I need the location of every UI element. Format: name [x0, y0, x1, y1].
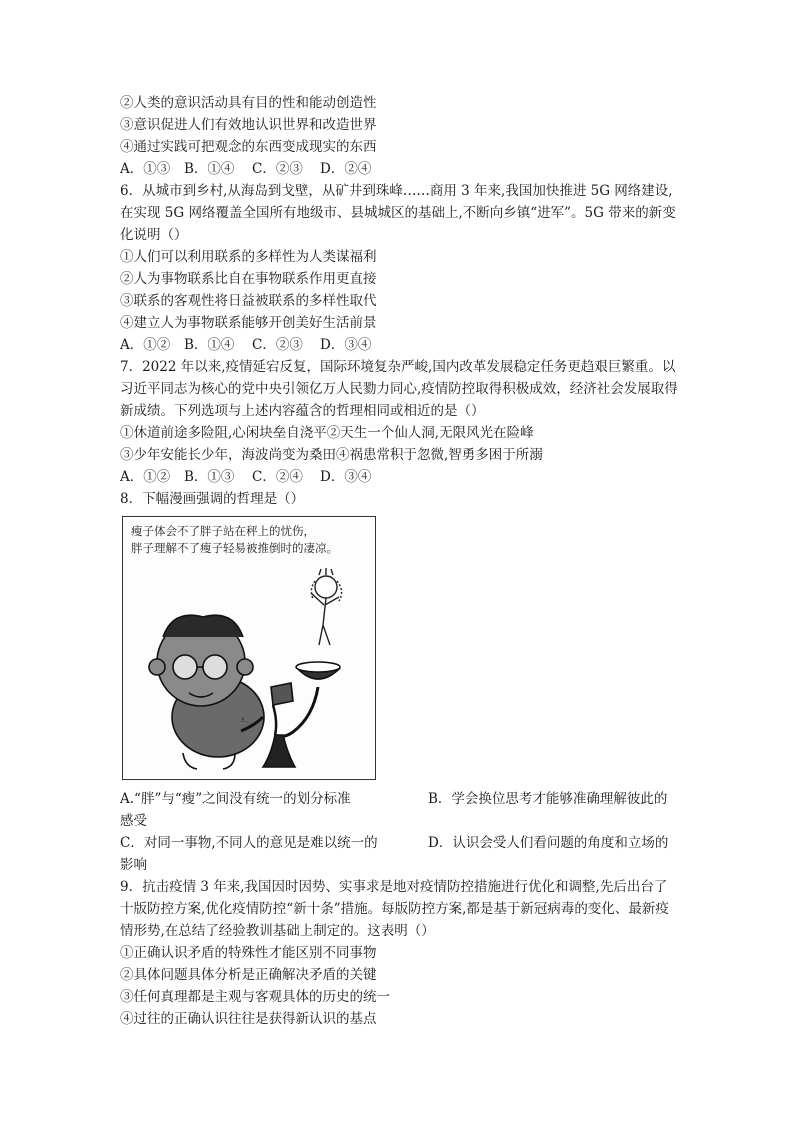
svg-text:ε.: ε. — [241, 715, 248, 724]
q8-options-row — [120, 788, 680, 810]
line: ②人类的意识活动具有目的性和能动创造性 — [120, 95, 377, 111]
line: ③意识促进人们有效地认识世界和改造世界 — [120, 117, 377, 133]
option: D．③④ — [320, 469, 372, 485]
q7-options — [120, 466, 680, 488]
option: D．认识会受人们看问题的角度和立场的 — [428, 835, 669, 851]
option: C．②③ — [252, 337, 303, 353]
q8-stem: 8．下幅漫画强调的哲理是（） — [120, 491, 305, 507]
option: A．①② — [120, 337, 171, 353]
q8-options-row — [120, 854, 680, 876]
caption-line: 瘦子体会不了胖子站在秤上的忧伤， — [131, 524, 315, 538]
q6-item: ④建立人为事物联系能够开创美好生活前景 — [120, 315, 377, 331]
caption-line: 胖子理解不了瘦子轻易被推倒时的凄凉。 — [131, 541, 338, 555]
option: A．①② — [120, 469, 171, 485]
q8-options-row — [120, 832, 680, 854]
q9-item: ③任何真理都是主观与客观具体的历史的统一 — [120, 989, 390, 1005]
q5-options — [120, 158, 680, 180]
option: B．①④ — [184, 161, 235, 177]
q6-stem: 6．从城市到乡村,从海岛到戈壁，从矿井到珠峰……商用 3 年来,我国加快推进 5G 网络建设,在实现 5G 网络覆盖全国所有地级市、县城城区的基础上,不断向乡镇“进军”。5G 带来的新变化说明（） — [120, 183, 676, 243]
q9-stem: 9．抗击疫情 3 年来,我国因时因势、实事求是地对疫情防控措施进行优化和调整,先后出台了十版防控方案,优化疫情防控“新十条”措施。每版防控方案,都是基于新冠病毒的变化、最新疫情形势,在总结了经验教训基础上制定的。这表明（） — [120, 879, 669, 939]
option: A.“胖”与“瘦”之间没有统一的划分标准 — [120, 791, 351, 807]
q9-item: ④过往的正确认识往往是获得新认识的基点 — [120, 1011, 377, 1027]
exam-page — [120, 92, 680, 1030]
q6-options — [120, 334, 680, 356]
option: C．对同一事物,不同人的意见是难以统一的 — [120, 835, 378, 851]
option-cont: 感受 — [120, 813, 147, 829]
q9-item: ②具体问题具体分析是正确解决矛盾的关键 — [120, 967, 377, 983]
cartoon-image — [122, 516, 376, 780]
cartoon-caption — [131, 523, 338, 557]
q7-item: ③少年安能长少年，海波尚变为桑田④祸患常积于忽微,智勇多困于所溺 — [120, 447, 543, 463]
option: C．②④ — [252, 469, 303, 485]
option: B．①④ — [184, 337, 235, 353]
q6-item: ①人们可以利用联系的多样性为人类谋福利 — [120, 249, 377, 265]
q7-item: ①休道前途多险阻,心闲块垒自浇平②天生一个仙人洞,无限风光在险峰 — [120, 425, 534, 441]
q6-item: ③联系的客观性将日益被联系的多样性取代 — [120, 293, 377, 309]
option: A．①③ — [120, 161, 171, 177]
option: D．②④ — [320, 161, 372, 177]
option: D．③④ — [320, 337, 372, 353]
option-cont: 影响 — [120, 857, 147, 873]
q8-options-row — [120, 810, 680, 832]
option: B．学会换位思考才能够准确理解彼此的 — [428, 791, 668, 807]
option: C．②③ — [252, 161, 303, 177]
q7-stem: 7．2022 年以来,疫情延宕反复，国际环境复杂严峻,国内改革发展稳定任务更趋艰巨繁重。以习近平同志为核心的党中央引领亿万人民勠力同心,疫情防控取得积极成效，经济社会发展取得新成绩。下列选项与上述内容蕴含的哲理相同或相近的是（） — [120, 359, 678, 419]
option: B．①③ — [184, 469, 235, 485]
q6-item: ②人为事物联系比自在事物联系作用更直接 — [120, 271, 377, 287]
q9-item: ①正确认识矛盾的特殊性才能区别不同事物 — [120, 945, 377, 961]
line: ④通过实践可把观念的东西变成现实的东西 — [120, 139, 377, 155]
